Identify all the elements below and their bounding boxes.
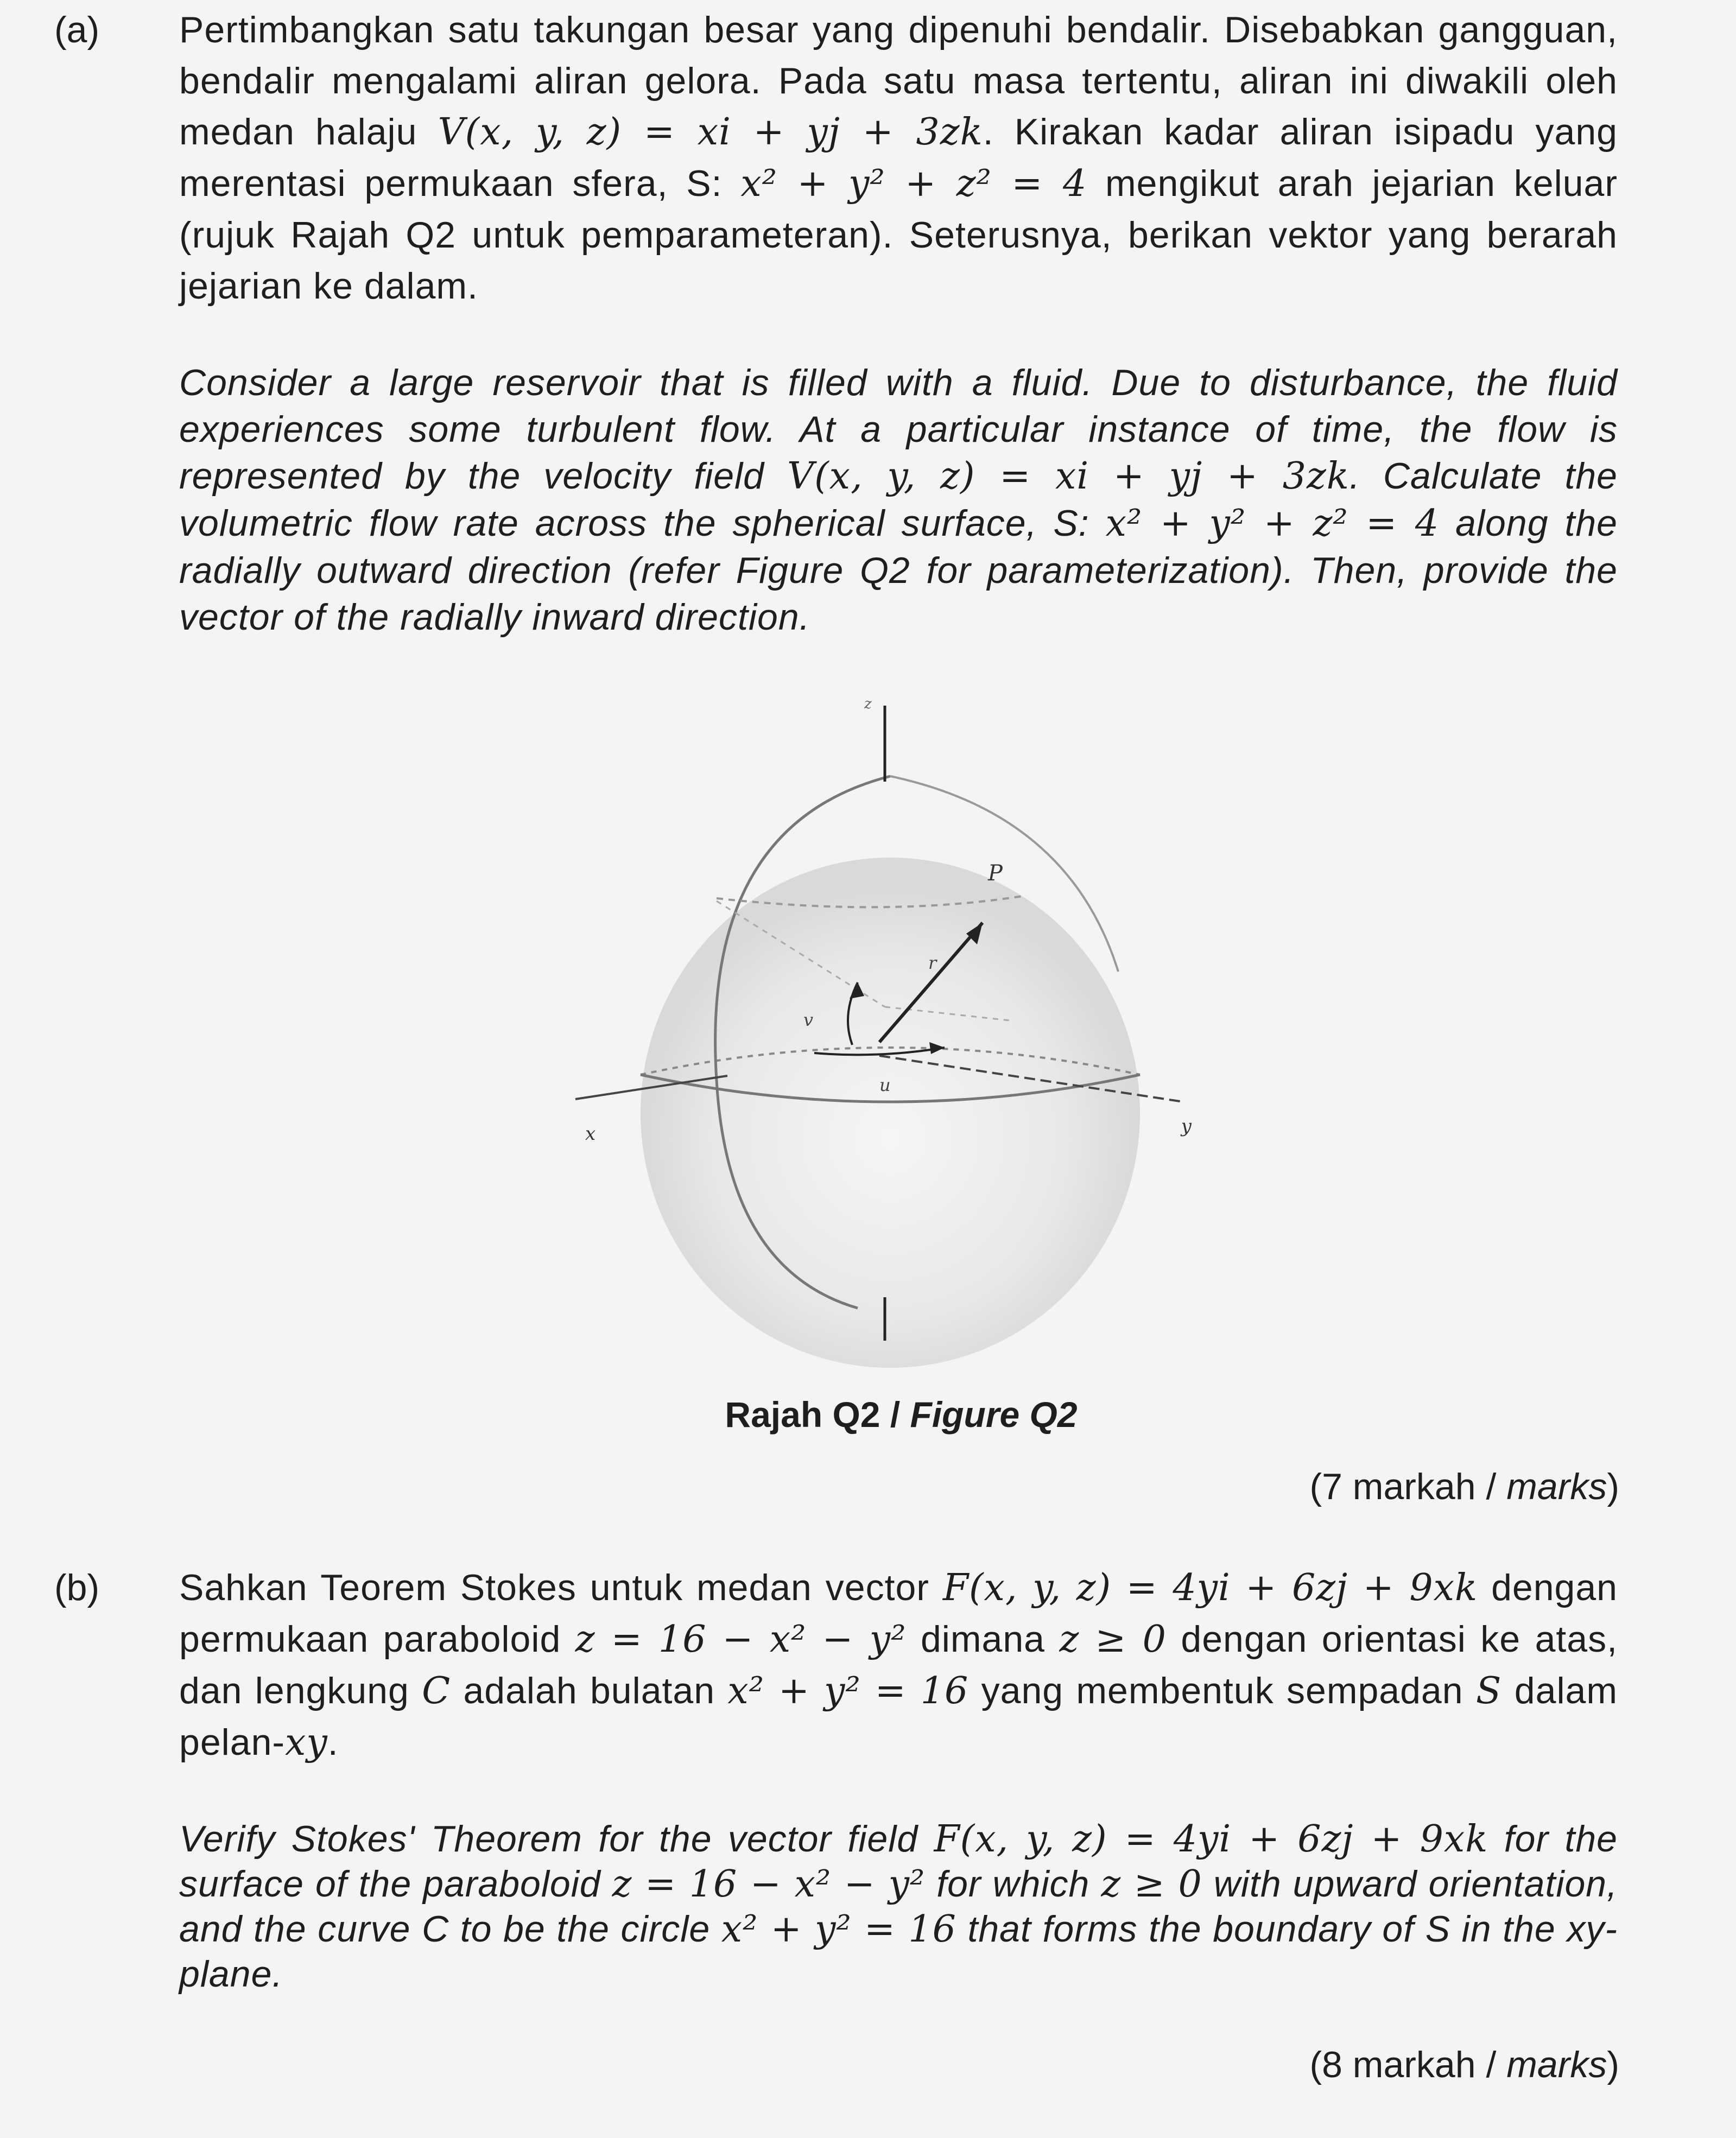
sphere-shading — [641, 858, 1140, 1368]
circle-equation: x² + y² = 16 — [727, 1670, 969, 1712]
u-label: u — [879, 1075, 891, 1095]
point-p-label: P — [988, 861, 1003, 886]
v-label: v — [803, 1010, 814, 1030]
part-a-malay-text: Pertimbangkan satu takungan besar yang dipenuhi bendalir. Disebabkan gangguan, bendalir mengalami aliran gelora. Pada satu masa tertentu, aliran ini diwakili oleh medan halaju V(x, y, z) = xi + yj + 3zk. Kirakan kadar aliran isipadu yang merentasi permukaan sfera, S: x² + y² + z² = 4 mengikut arah jejarian keluar (rujuk Rajah Q2 untuk pemparameteran). Seterusnya, berikan vektor yang berarah jejarian ke dalam. — [179, 9, 1618, 307]
part-a-english-text: Consider a large reservoir that is filled with a fluid. Due to disturbance, the fluid experiences some turbulent flow. At a particular instance of time, the flow is represented by the velocity field V(x, y, z) = xi + yj + 3zk. Calculate the volumetric flow rate across the spherical surface, S: x² + y² + z² = 4 along the radially outward direction (refer Figure Q2 for parameterization). Then, provide the vector of the radially inward direction. — [179, 362, 1618, 638]
paraboloid-equation-en: z = 16 − x² − y² — [612, 1863, 926, 1906]
part-a-label: (a) — [54, 9, 100, 50]
velocity-field-equation: V(x, y, z) = xi + yj + 3zk — [438, 111, 983, 154]
velocity-field-equation-en: V(x, y, z) = xi + yj + 3zk — [787, 455, 1349, 498]
circle-equation-en: x² + y² = 16 — [721, 1908, 956, 1951]
x-axis-label: x — [585, 1123, 596, 1145]
part-b-marks: (8 markah / marks) — [1309, 2044, 1619, 2085]
vector-field-equation: F(x, y, z) = 4yi + 6zj + 9xk — [942, 1566, 1478, 1609]
sphere-equation: x² + y² + z² = 4 — [740, 162, 1087, 205]
part-a-marks: (7 markah / marks) — [1309, 1466, 1619, 1507]
z-axis-label: z — [864, 696, 872, 712]
sphere-equation-en: x² + y² + z² = 4 — [1105, 502, 1440, 545]
r-label: r — [928, 953, 937, 973]
figure-q2-sphere — [554, 689, 1194, 1379]
y-axis-label: y — [1181, 1115, 1192, 1137]
part-b-label: (b) — [54, 1567, 100, 1608]
paraboloid-equation: z = 16 − x² − y² — [575, 1618, 907, 1661]
figure-caption: Rajah Q2 / Figure Q2 — [725, 1394, 1078, 1435]
part-b-malay-text: Sahkan Teorem Stokes untuk medan vector F(x, y, z) = 4yi + 6zj + 9xk dengan permukaan paraboloid z = 16 − x² − y² dimana z ≥ 0 dengan orientasi ke atas, dan lengkung C adalah bulatan x² + y² = 16 yang membentuk sempadan S dalam pelan-xy. — [179, 1566, 1618, 1764]
vector-field-equation-en: F(x, y, z) = 4yi + 6zj + 9xk — [934, 1818, 1488, 1861]
part-b-english-text: Verify Stokes' Theorem for the vector field F(x, y, z) = 4yi + 6zj + 9xk for the surface of the paraboloid z = 16 − x² − y² for which z ≥ 0 with upward orientation, and the curve C to be the circle x² + y² = 16 that forms the boundary of S in the xy-plane. — [179, 1818, 1618, 1995]
